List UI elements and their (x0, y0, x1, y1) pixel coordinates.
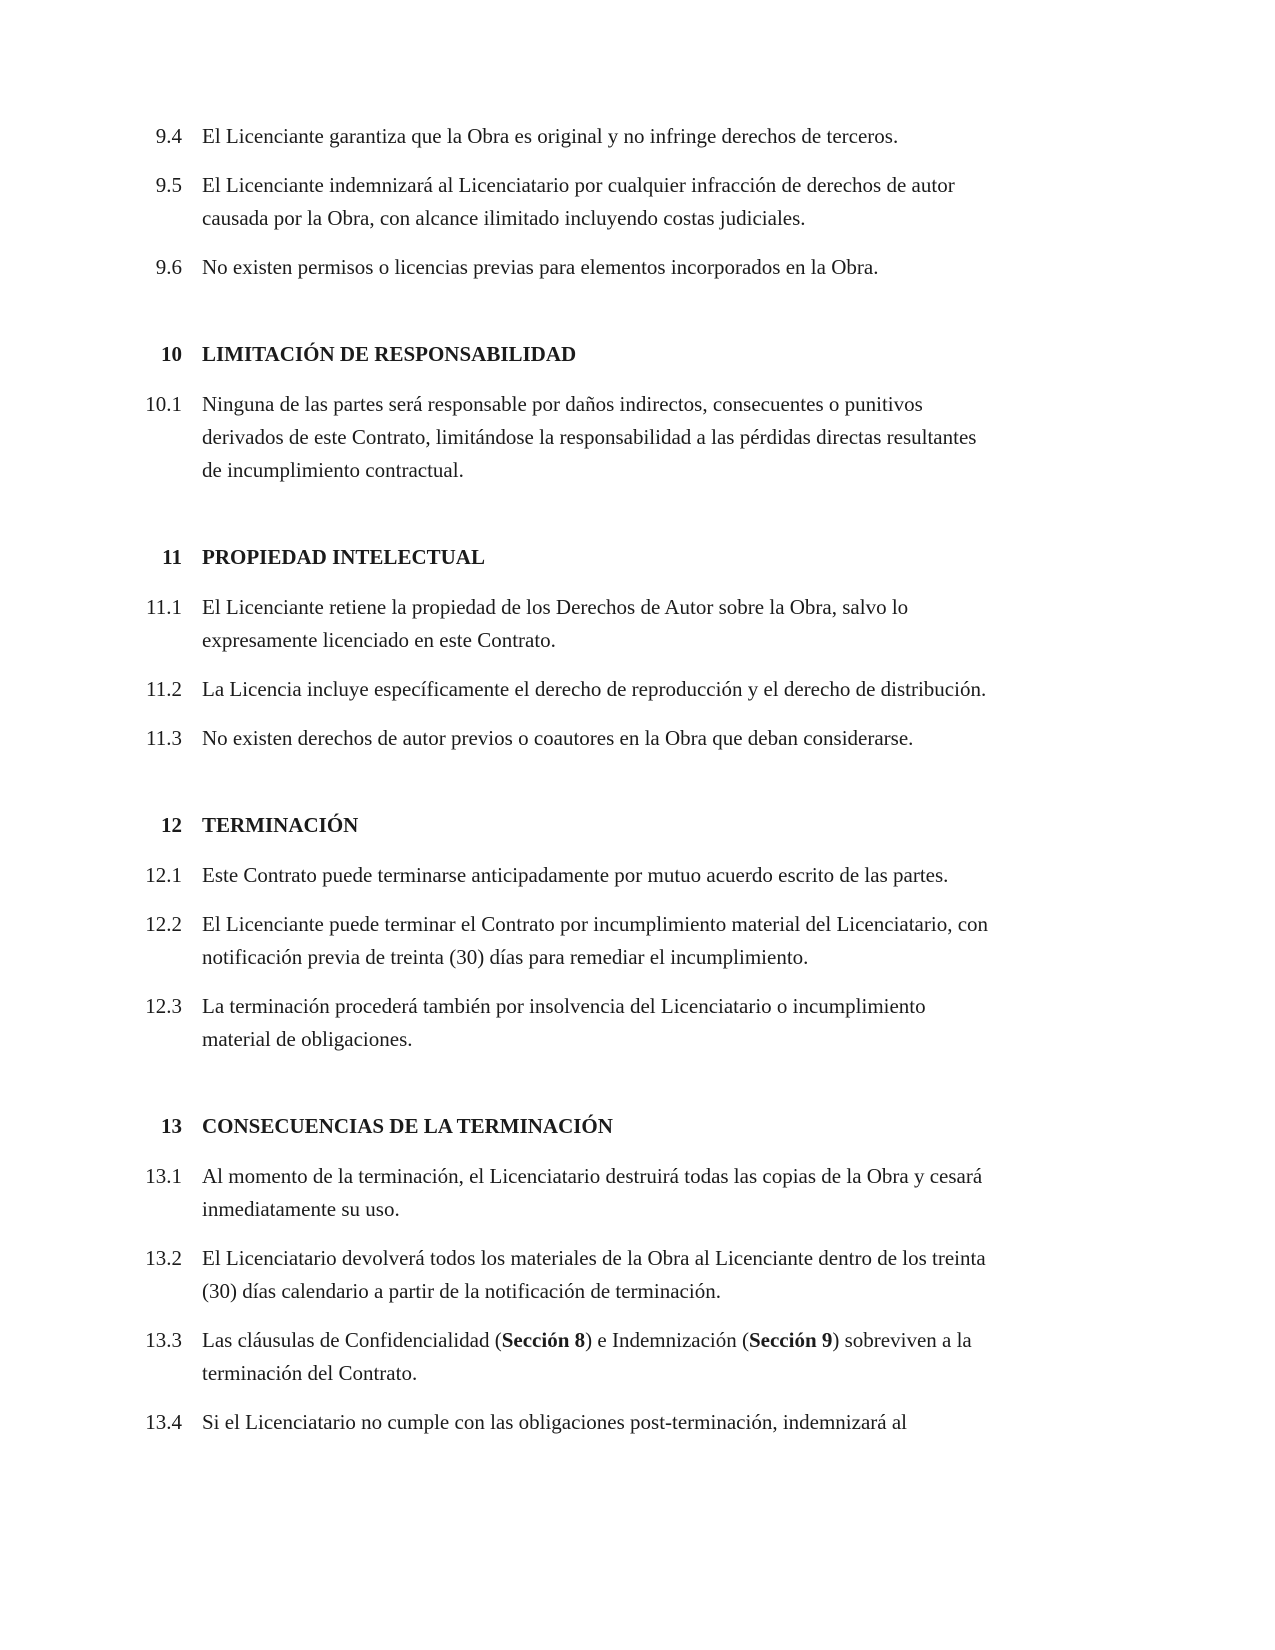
section-13-title: CONSECUENCIAS DE LA TERMINACIÓN (202, 1114, 613, 1138)
clause-11-2 (100, 673, 1135, 706)
clause-11-2-text (202, 673, 1135, 706)
clause-9-5-line-1: El Licenciante indemnizará al Licenciatario por cualquier infracción de derechos de autor (202, 173, 955, 197)
clause-10-1-number: 10.1 (145, 392, 182, 416)
clause-13-3-number: 13.3 (145, 1328, 182, 1352)
clause-9-4-line-1: El Licenciante garantiza que la Obra es original y no infringe derechos de terceros. (202, 124, 899, 148)
clause-13-3 (100, 1324, 1135, 1390)
clause-9-5-line-2: causada por la Obra, con alcance ilimitado incluyendo costas judiciales. (202, 206, 806, 230)
section-11-number: 11 (162, 545, 182, 569)
clause-12-1-number: 12.1 (145, 863, 182, 887)
clause-10-1-line-1: Ninguna de las partes será responsable por daños indirectos, consecuentes o punitivos (202, 392, 923, 416)
clause-11-3-line-1: No existen derechos de autor previos o coautores en la Obra que deban considerarse. (202, 726, 914, 750)
clause-11-2-number: 11.2 (146, 677, 182, 701)
clause-13-3-text (202, 1324, 1135, 1390)
clause-9-6-number: 9.6 (155, 255, 182, 279)
clause-12-1-text (202, 859, 1135, 892)
clause-12-2-text (202, 908, 1135, 974)
clause-9-5 (100, 169, 1135, 235)
bold-cross-reference-seccion-9: Sección 9 (748, 1328, 833, 1352)
section-11-title: PROPIEDAD INTELECTUAL (202, 545, 485, 569)
clause-13-2-number: 13.2 (145, 1246, 182, 1270)
clause-11-2-line-1: La Licencia incluye específicamente el derecho de reproducción y el derecho de distribución. (202, 677, 987, 701)
clause-12-2-line-1: El Licenciante puede terminar el Contrato por incumplimiento material del Licenciatario, con (202, 912, 989, 936)
clause-12-1 (100, 859, 1135, 892)
clause-13-3-line-2: terminación del Contrato. (202, 1361, 418, 1385)
clause-12-3-line-2: material de obligaciones. (202, 1027, 413, 1051)
section-12-title: TERMINACIÓN (202, 813, 359, 837)
text-segment: Las cláusulas de Confidencialidad ( (202, 1328, 502, 1352)
clause-13-1-line-2: inmediatamente su uso. (202, 1197, 400, 1221)
clause-10-1-text (202, 388, 1135, 487)
clause-12-3-line-1: La terminación procederá también por insolvencia del Licenciatario o incumplimiento (202, 994, 926, 1018)
clause-9-4-text (202, 120, 1135, 153)
section-heading-12 (100, 809, 1135, 842)
clause-13-2 (100, 1242, 1135, 1308)
clause-9-4 (100, 120, 1135, 153)
clause-13-2-text (202, 1242, 1135, 1308)
clause-12-3-text (202, 990, 1135, 1056)
clause-12-2 (100, 908, 1135, 974)
clause-9-6 (100, 251, 1135, 284)
clause-11-3-text (202, 722, 1135, 755)
clause-11-1-number: 11.1 (146, 595, 182, 619)
clause-9-5-text (202, 169, 1135, 235)
clause-13-4-line-1: Si el Licenciatario no cumple con las obligaciones post-terminación, indemnizará al (202, 1410, 908, 1434)
clause-12-1-line-1: Este Contrato puede terminarse anticipadamente por mutuo acuerdo escrito de las partes. (202, 863, 949, 887)
clause-11-1-line-1: El Licenciante retiene la propiedad de los Derechos de Autor sobre la Obra, salvo lo (202, 595, 909, 619)
clause-12-3 (100, 990, 1135, 1056)
clause-13-1-line-1: Al momento de la terminación, el Licenciatario destruirá todas las copias de la Obra y cesará (202, 1164, 983, 1188)
section-heading-10 (100, 338, 1135, 371)
clause-12-2-number: 12.2 (145, 912, 182, 936)
section-heading-13 (100, 1110, 1135, 1143)
section-10-title: LIMITACIÓN DE RESPONSABILIDAD (202, 342, 577, 366)
clause-12-2-line-2: notificación previa de treinta (30) días para remediar el incumplimiento. (202, 945, 809, 969)
text-segment: ) e Indemnización ( (585, 1328, 749, 1352)
clause-9-5-number: 9.5 (155, 173, 182, 197)
text-segment: ) sobreviven a la (832, 1328, 972, 1352)
clause-9-6-line-1: No existen permisos o licencias previas para elementos incorporados en la Obra. (202, 255, 879, 279)
clause-9-6-text (202, 251, 1135, 284)
section-10-number: 10 (161, 342, 182, 366)
clause-10-1 (100, 388, 1135, 487)
clause-13-1-number: 13.1 (145, 1164, 182, 1188)
clause-11-1-line-2: expresamente licenciado en este Contrato. (202, 628, 556, 652)
section-heading-11 (100, 541, 1135, 574)
clause-10-1-line-3: de incumplimiento contractual. (202, 458, 464, 482)
clause-9-4-number: 9.4 (155, 124, 182, 148)
clause-13-1 (100, 1160, 1135, 1226)
clause-13-1-text (202, 1160, 1135, 1226)
clause-12-3-number: 12.3 (145, 994, 182, 1018)
clause-13-2-line-1: El Licenciatario devolverá todos los materiales de la Obra al Licenciante dentro de los treinta (202, 1246, 986, 1270)
clause-13-2-line-2: (30) días calendario a partir de la notificación de terminación. (202, 1279, 721, 1303)
bold-cross-reference-seccion-8: Sección 8 (501, 1328, 586, 1352)
section-13-number: 13 (161, 1114, 182, 1138)
clause-11-3 (100, 722, 1135, 755)
clause-11-1 (100, 591, 1135, 657)
clause-11-1-text (202, 591, 1135, 657)
clause-13-4-text (202, 1406, 1135, 1439)
section-12-number: 12 (161, 813, 182, 837)
clause-11-3-number: 11.3 (146, 726, 182, 750)
clause-13-4 (100, 1406, 1135, 1439)
clause-13-4-number: 13.4 (145, 1410, 182, 1434)
clause-10-1-line-2: derivados de este Contrato, limitándose la responsabilidad a las pérdidas directas resultantes (202, 425, 977, 449)
clause-13-3-line-1 (202, 1324, 1135, 1357)
